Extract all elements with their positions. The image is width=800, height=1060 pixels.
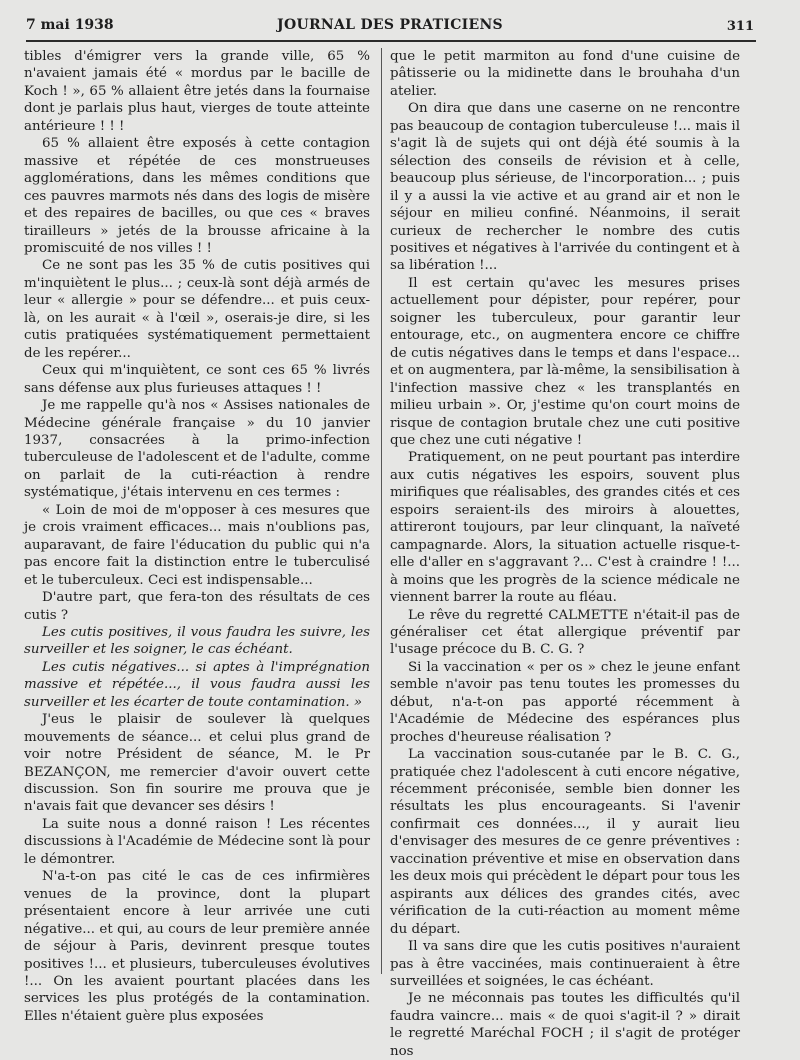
header-date: 7 mai 1938 bbox=[26, 17, 114, 33]
paragraph: Les cutis positives, il vous faudra les suivre, les surveiller et les soigner, le cas échéant. bbox=[24, 624, 370, 658]
header-page-number: 311 bbox=[726, 19, 754, 34]
paragraph: Si la vaccination « per os » chez le jeune enfant semble n'avoir pas tenu toutes les promesses du début, n'a-t-on pas apporté récemment à l'Académie de Médecine des espérances plus proches d'heureuse réalisation ? bbox=[390, 659, 740, 745]
right-column bbox=[390, 48, 740, 1060]
paragraph: Je me rappelle qu'à nos « Assises nationales de Médecine générale française » du 10 janvier 1937, consacrées à la primo-infection tuberculeuse de l'adolescent et de l'adulte, comme on parlait de la cuti-réaction à rendre systématique, j'étais intervenu en ces termes : bbox=[24, 398, 370, 501]
paragraph: Ce ne sont pas les 35 % de cutis positives qui m'inquiètent le plus... ; ceux-là sont déjà armés de leur « allergie » pour se défendre... et puis ceux-là, on les aurait « à l'œil », oserais-je dire, si les cutis pratiquées systématiquement permettaient de les repérer... bbox=[24, 258, 370, 361]
paragraph: La vaccination sous-cutanée par le B. C. G., pratiquée chez l'adolescent à cuti encore négative, récemment préconisée, semble bien donner les résultats les plus encourageants. Si l'avenir confirmait ces données..., il y aurait lieu d'envisager des mesures de ce genre préventives : vaccination préventive et mise en observation dans les deux mois qui précèdent le départ pour tous les aspirants aux délices des grandes cités, avec vérification de la cuti-réaction au moment même du départ. bbox=[390, 747, 740, 937]
paragraph: Il est certain qu'avec les mesures prises actuellement pour dépister, pour repérer, pour soigner les tuberculeux, pour garantir leur entourage, etc., on augmentera encore ce chiffre de cutis négatives dans le temps et dans l'espace... et on augmentera, par là-même, la sensibilisation à l'infection massive chez « les transplantés en milieu urbain ». Or, j'estime qu'on court moins de risque de contagion brutale chez une cuti positive que chez une cuti négative ! bbox=[390, 275, 740, 448]
paragraph: Le rêve du regretté CALMETTE n'était-il pas de généraliser cet état allergique préventif par l'usage précoce du B. C. G. ? bbox=[390, 607, 740, 658]
header-journal-title: JOURNAL DES PRATICIENS bbox=[277, 17, 503, 33]
paragraph: « Loin de moi de m'opposer à ces mesures que je crois vraiment efficaces... mais n'oublions pas, auparavant, de faire l'éducation du public qui n'a pas encore fait la distinction entre le tuberculisé et le tuberculeux. Ceci est indispensable... bbox=[24, 502, 370, 588]
paragraph: que le petit marmiton au fond d'une cuisine de pâtisserie ou la midinette dans le brouhaha d'un atelier. bbox=[390, 49, 740, 99]
running-head bbox=[26, 14, 754, 36]
header-rule bbox=[26, 40, 756, 42]
paragraph: J'eus le plaisir de soulever là quelques mouvements de séance... et celui plus grand de voir notre Président de séance, M. le Pr BEZANÇON, me remercier d'avoir ouvert cette discussion. Son fin sourire me prouva que je n'avais fait que devancer ses désirs ! bbox=[24, 712, 370, 815]
paragraph: Il va sans dire que les cutis positives n'auraient pas à être vaccinées, mais continueraient à être surveillées et soignées, le cas échéant. bbox=[390, 939, 740, 990]
column-divider bbox=[381, 48, 382, 974]
paragraph: tibles d'émigrer vers la grande ville, 65 % n'avaient jamais été « mordus par le bacille de Koch ! », 65 % allaient être jetés dans la fournaise dont je parlais plus haut, vierges de toute atteinte antérieure ! ! ! bbox=[24, 49, 370, 134]
paragraph: 65 % allaient être exposés à cette contagion massive et répétée de ces monstrueuses agglomérations, dans les mêmes conditions que ces pauvres marmots nés dans des logis de misère et des repaires de bacilles, ou que ces « braves tirailleurs » jetés de la brousse africaine à la promiscuité de nos villes ! ! bbox=[24, 136, 370, 256]
paragraph: Les cutis négatives... si aptes à l'imprégnation massive et répétée..., il vous faudra aussi les surveiller et les écarter de toute contamination. » bbox=[24, 659, 370, 710]
paragraph: Ceux qui m'inquiètent, ce sont ces 65 % livrés sans défense aux plus furieuses attaques ! ! bbox=[24, 363, 370, 396]
paragraph: La suite nous a donné raison ! Les récentes discussions à l'Académie de Médecine sont là pour le démontrer. bbox=[24, 816, 370, 867]
paragraph: D'autre part, que fera-ton des résultats de ces cutis ? bbox=[24, 590, 370, 623]
paragraph: N'a-t-on pas cité le cas de ces infirmières venues de la province, dont la plupart présentaient encore à leur arrivée une cuti négative... et qui, au cours de leur première année de séjour à Paris, devinrent presque toutes positives !... et plusieurs, tuberculeuses évolutives !... On les avaient pourtant placées dans les services les plus protégés de la contamination. Elles n'étaient guère plus exposées bbox=[24, 869, 370, 1024]
paragraph: Pratiquement, on ne peut pourtant pas interdire aux cutis négatives les espoirs, souvent plus mirifiques que réalisables, des grandes cités et ces espoirs seraient-ils des miroirs à alouettes, attireront toujours, par leur clinquant, la naïveté campagnarde. Alors, la situation actuelle risque-t-elle d'aller en s'aggravant ?... C'est à craindre ! !... à moins que les progrès de la science médicale ne viennent barrer la route au fléau. bbox=[390, 450, 740, 606]
paragraph: Je ne méconnais pas toutes les difficultés qu'il faudra vaincre... mais « de quoi s'agit-il ? » dirait le regretté Maréchal FOCH ; il s'agit de protéger nos bbox=[390, 991, 740, 1059]
paragraph: On dira que dans une caserne on ne rencontre pas beaucoup de contagion tuberculeuse !... mais il s'agit là de sujets qui ont déjà été soumis à la sélection des conseils de révision et à celle, beaucoup plus sérieuse, de l'incorporation... ; puis il y a aussi la vie active et au grand air et non le séjour en milieu confiné. Néanmoins, il serait curieux de rechercher le nombre des cutis positives et négatives à l'arrivée du contingent et à sa libération !... bbox=[390, 101, 740, 274]
left-column bbox=[24, 48, 370, 1025]
